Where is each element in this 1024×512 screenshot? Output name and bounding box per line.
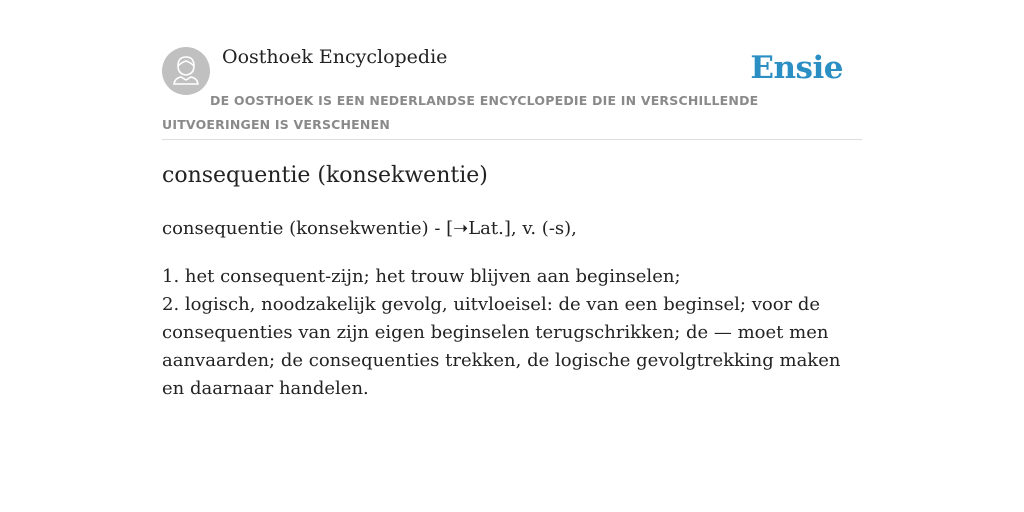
site-title[interactable]: Oosthoek Encyclopedie bbox=[222, 46, 448, 68]
headword-line: consequentie (konsekwentie) - [➝Lat.], v. (-s), bbox=[162, 218, 577, 239]
definition-list bbox=[162, 263, 862, 403]
page-container bbox=[162, 0, 862, 399]
avatar[interactable] bbox=[162, 47, 210, 95]
definition-item: 1. het consequent-zijn; het trouw blijven aan beginselen; bbox=[162, 266, 681, 287]
definition-item: 2. logisch, noodzakelijk gevolg, uitvloeisel: de van een beginsel; voor de consequenties van zijn eigen beginselen terugschrikken; de — moet men aanvaarden; de consequenties trekken, de logische gevolgtrekking maken en daarnaar handelen. bbox=[162, 294, 841, 399]
article-title: consequentie (konsekwentie) bbox=[162, 163, 488, 188]
site-tagline: DE OOSTHOEK IS EEN NEDERLANDSE ENCYCLOPEDIE DIE IN VERSCHILLENDE UITVOERINGEN IS VERSCHENEN bbox=[162, 93, 759, 132]
page-header bbox=[162, 0, 862, 140]
brand-logo-link[interactable]: Ensie bbox=[750, 50, 843, 86]
user-icon bbox=[162, 47, 210, 95]
